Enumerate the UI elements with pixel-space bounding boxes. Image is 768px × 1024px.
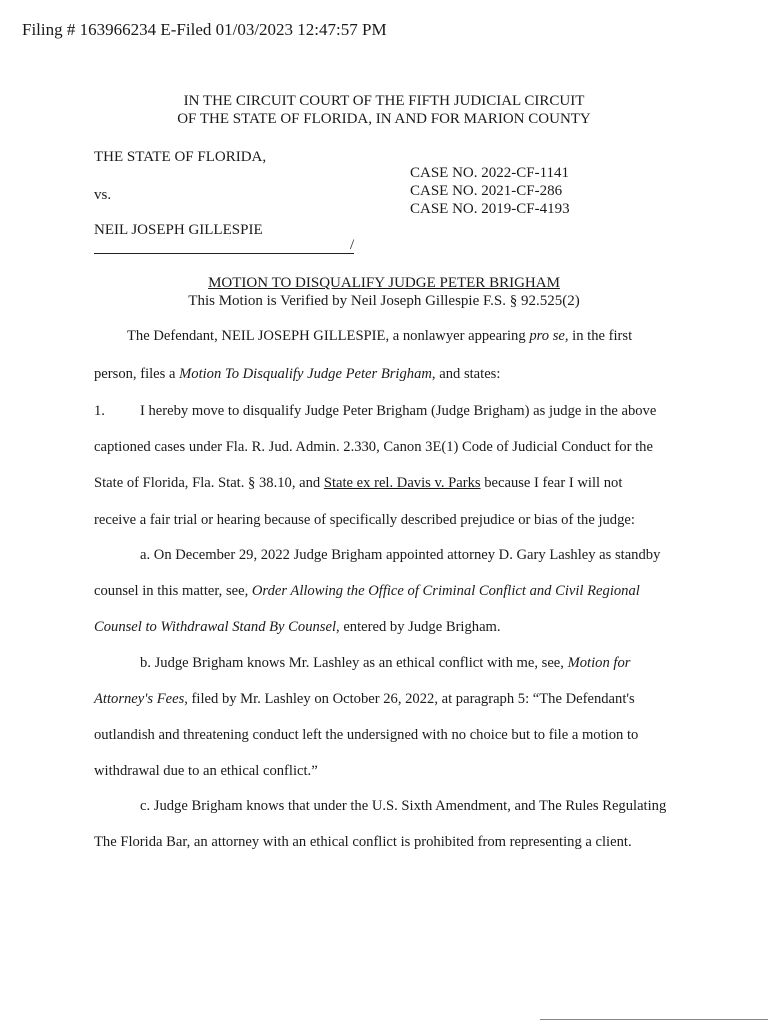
case-number-2: CASE NO. 2021-CF-286 <box>410 183 563 199</box>
item-c-line-1: c. Judge Brigham knows that under the U.S. Sixth Amendment, and The Rules Regulating <box>140 798 667 814</box>
case-number-3: CASE NO. 2019-CF-4193 <box>410 201 570 217</box>
defendant-name: NEIL JOSEPH GILLESPIE <box>94 222 263 238</box>
filing-header: Filing # 163966234 E-Filed 01/03/2023 12:47:57 PM <box>22 20 387 39</box>
court-name-line-2: OF THE STATE OF FLORIDA, IN AND FOR MARION COUNTY <box>177 111 591 127</box>
footer-divider <box>540 1019 768 1020</box>
item-b-line-2: Attorney's Fees, filed by Mr. Lashley on October 26, 2022, at paragraph 5: “The Defendant's <box>94 691 635 707</box>
item-b-line-1: b. Judge Brigham knows Mr. Lashley as an ethical conflict with me, see, Motion for <box>140 655 631 671</box>
paragraph-1-line-4: receive a fair trial or hearing because of specifically described prejudice or bias of the judge: <box>94 512 635 528</box>
court-name-line-1: IN THE CIRCUIT COURT OF THE FIFTH JUDICIAL CIRCUIT <box>183 93 585 109</box>
intro-line-2: person, files a Motion To Disqualify Judge Peter Brigham, and states: <box>94 366 501 382</box>
intro-line-1: The Defendant, NEIL JOSEPH GILLESPIE, a nonlawyer appearing pro se, in the first <box>127 328 633 344</box>
motion-subtitle: This Motion is Verified by Neil Joseph Gillespie F.S. § 92.525(2) <box>188 293 580 309</box>
item-b-line-4: withdrawal due to an ethical conflict.” <box>94 763 318 779</box>
paragraph-1-line-2: captioned cases under Fla. R. Jud. Admin. 2.330, Canon 3E(1) Code of Judicial Conduct for the <box>94 439 653 455</box>
caption-slash: / <box>350 237 355 253</box>
caption-underline <box>94 239 354 254</box>
motion-title: MOTION TO DISQUALIFY JUDGE PETER BRIGHAM <box>208 275 560 291</box>
item-a-line-2: counsel in this matter, see, Order Allowing the Office of Criminal Conflict and Civil Regional <box>94 583 640 599</box>
case-number-1: CASE NO. 2022-CF-1141 <box>410 165 570 181</box>
paragraph-1-line-1: I hereby move to disqualify Judge Peter Brigham (Judge Brigham) as judge in the above <box>140 403 657 419</box>
item-c-line-2: The Florida Bar, an attorney with an ethical conflict is prohibited from representing a client. <box>94 834 632 850</box>
item-b-line-3: outlandish and threatening conduct left the undersigned with no choice but to file a motion to <box>94 727 639 743</box>
paragraph-number-1: 1. <box>94 403 105 419</box>
versus-label: vs. <box>94 187 112 203</box>
item-a-line-3: Counsel to Withdrawal Stand By Counsel, entered by Judge Brigham. <box>94 619 501 635</box>
paragraph-1-line-3: State of Florida, Fla. Stat. § 38.10, and State ex rel. Davis v. Parks because I fear I will not <box>94 475 623 491</box>
item-a-line-1: a. On December 29, 2022 Judge Brigham appointed attorney D. Gary Lashley as standby <box>140 547 661 563</box>
plaintiff-name: THE STATE OF FLORIDA, <box>94 149 267 165</box>
